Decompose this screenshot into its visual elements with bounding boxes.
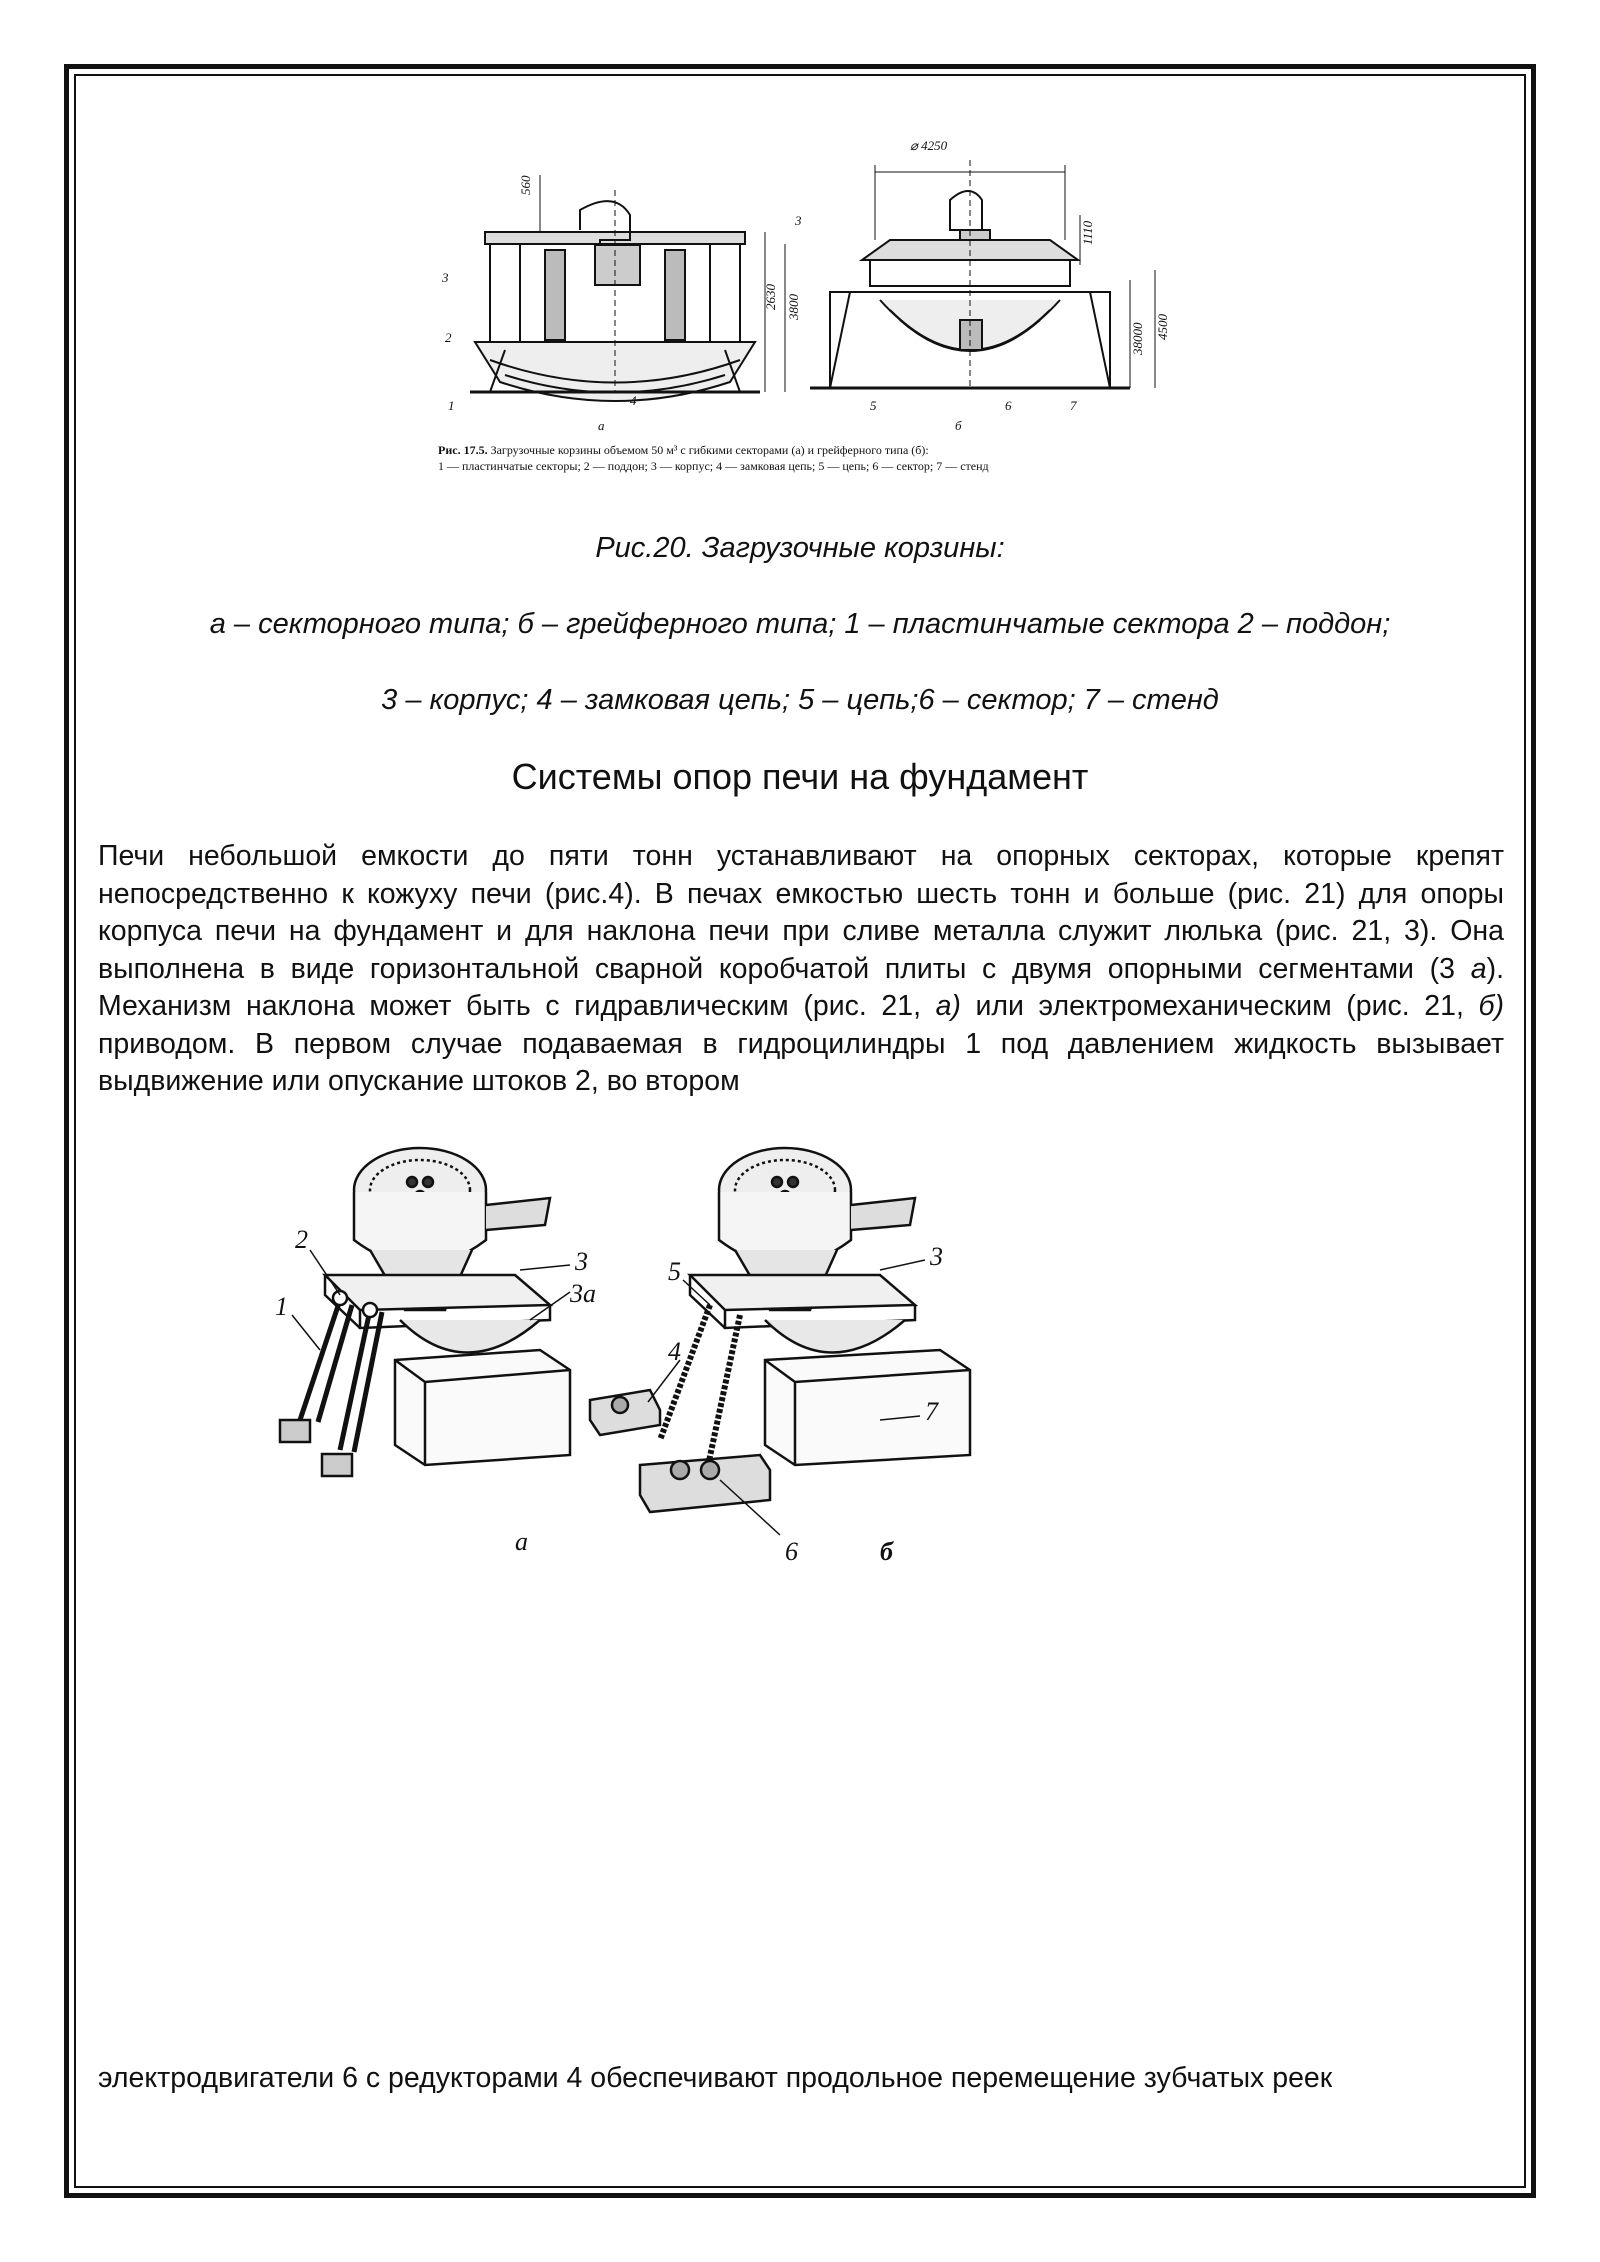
hydraulic-variant-drawing: [280, 1148, 570, 1476]
figure-source-caption: Рис. 17.5. Загрузочные корзины объемом 50 м³ с гибкими секторами (а) и грейферного типа (б): 1 — пластинчатые секторы; 2 — поддон; 3 — корпус; 4 — замковая цепь; 5 — цепь; 6 — сектор; 7 — стенд: [438, 443, 989, 473]
label-a4: 4: [630, 393, 637, 408]
dim-2630: 2630: [763, 284, 778, 310]
label-sub-b: б: [955, 418, 962, 433]
caption-line-2: а – секторного типа; б – грейферного типа; 1 – пластинчатые сектора 2 – поддон;: [209, 608, 1391, 640]
caption-line-1: Рис.20. Загрузочные корзины:: [595, 532, 1005, 564]
dim-4500: 4500: [1155, 314, 1170, 340]
basket-a-drawing: [470, 175, 785, 401]
label-a1: 1: [448, 398, 455, 413]
basket-b-drawing: [810, 160, 1155, 388]
label-1: 1: [275, 1292, 288, 1321]
label-3-a: 3: [575, 1247, 588, 1276]
dim-1110: 1110: [1080, 220, 1095, 245]
dim-38000: 38000: [1130, 322, 1145, 355]
figure-loading-baskets: [430, 120, 1170, 490]
label-b3: 3: [795, 213, 802, 228]
label-sub-a: а: [515, 1527, 528, 1556]
dim-4250: ⌀ 4250: [910, 138, 948, 153]
label-a2: 2: [445, 330, 452, 345]
label-sub-b: б: [880, 1537, 893, 1566]
label-3a: 3а: [570, 1279, 596, 1308]
label-4: 4: [668, 1337, 681, 1366]
body-paragraph: Печи небольшой емкости до пяти тонн устанавливают на опорных секторах, которые крепят непосредственно к кожуху печи (рис.4). В печах емкостью шесть тонн и больше (рис. 21) для опоры корпуса печи на фундамент и для наклона печи при сливе металла служит люлька (рис. 21, 3). Она выполнена в виде горизонтальной сварной коробчатой плиты с двумя опорными сегментами (3 а). Механизм наклона может быть с гидравлическим (рис. 21, а) или электромеханическим (рис. 21, б) приводом. В первом случае подаваемая в гидроцилиндры 1 под давлением жидкость вызывает выдвижение или опускание штоков 2, во втором: [98, 840, 1505, 1097]
label-5: 5: [668, 1257, 681, 1286]
dim-3800: 3800: [786, 294, 801, 320]
label-b7: 7: [1070, 398, 1077, 413]
label-3-b: 3: [930, 1242, 943, 1271]
label-b5: 5: [870, 398, 877, 413]
caption-line-3: 3 – корпус; 4 – замковая цепь; 5 – цепь;6 – сектор; 7 – стенд: [381, 684, 1219, 716]
dim-560: 560: [518, 175, 533, 195]
label-b6: 6: [1005, 398, 1012, 413]
label-7: 7: [925, 1397, 938, 1426]
bottom-text-line: электродвигатели 6 с редукторами 4 обеспечивают продольное перемещение зубчатых реек: [98, 2062, 1333, 2094]
label-6: 6: [785, 1537, 798, 1566]
electromechanical-variant-drawing: [590, 1148, 970, 1512]
basket-drawings: [430, 120, 1170, 440]
label-a3: 3: [442, 270, 449, 285]
tilt-mechanism-drawings: [240, 1120, 1020, 1590]
section-heading: Системы опор печи на фундамент: [511, 756, 1089, 797]
label-sub-a: а: [598, 418, 605, 433]
label-2: 2: [295, 1225, 308, 1254]
figure-tilt-mechanism: [240, 1120, 1020, 1590]
